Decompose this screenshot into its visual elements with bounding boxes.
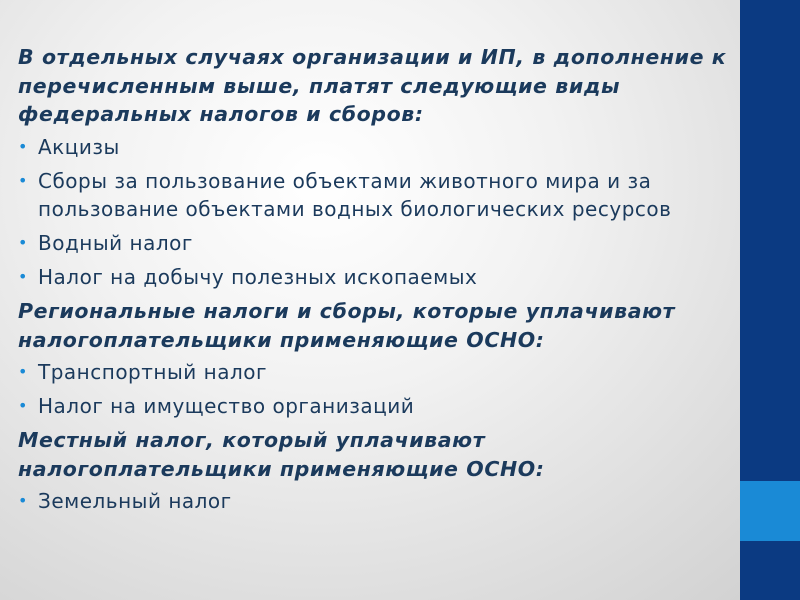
list-item xyxy=(18,229,730,258)
list-item xyxy=(18,487,730,516)
bullet-icon: • xyxy=(18,396,28,415)
list-item-text: Налог на добычу полезных ископаемых xyxy=(38,265,478,289)
regional-tax-list xyxy=(18,358,730,421)
local-tax-list xyxy=(18,487,730,516)
section-heading-regional: Региональные налоги и сборы, которые уплачивают налогоплательщики применяющие ОСНО: xyxy=(18,299,676,352)
list-item-text: Водный налог xyxy=(38,231,193,255)
bullet-icon: • xyxy=(18,233,28,252)
list-item-text: Земельный налог xyxy=(38,489,232,513)
list-item-text: Налог на имущество организаций xyxy=(38,394,415,418)
list-item-text: Транспортный налог xyxy=(38,360,267,384)
section-heading-federal: В отдельных случаях организации и ИП, в дополнение к перечисленным выше, платят следующие виды федеральных налогов и сборов: xyxy=(18,45,727,126)
list-item xyxy=(18,263,730,292)
federal-tax-list xyxy=(18,133,730,292)
bullet-icon: • xyxy=(18,170,28,190)
list-item xyxy=(18,358,730,387)
bullet-icon: • xyxy=(18,491,28,510)
bullet-icon: • xyxy=(18,267,28,286)
bullet-icon: • xyxy=(18,362,28,381)
list-item-text: Сборы за пользование объектами животного мира и за пользование объектами водных биологических ресурсов xyxy=(38,168,672,221)
list-item xyxy=(18,133,730,162)
list-item-text: Акцизы xyxy=(38,134,120,159)
slide-content xyxy=(18,43,730,521)
list-item xyxy=(18,392,730,421)
bullet-icon: • xyxy=(18,136,28,156)
list-item xyxy=(18,167,730,224)
accent-square xyxy=(740,481,800,541)
section-heading-local: Местный налог, который уплачивают налогоплательщики применяющие ОСНО: xyxy=(18,428,545,481)
